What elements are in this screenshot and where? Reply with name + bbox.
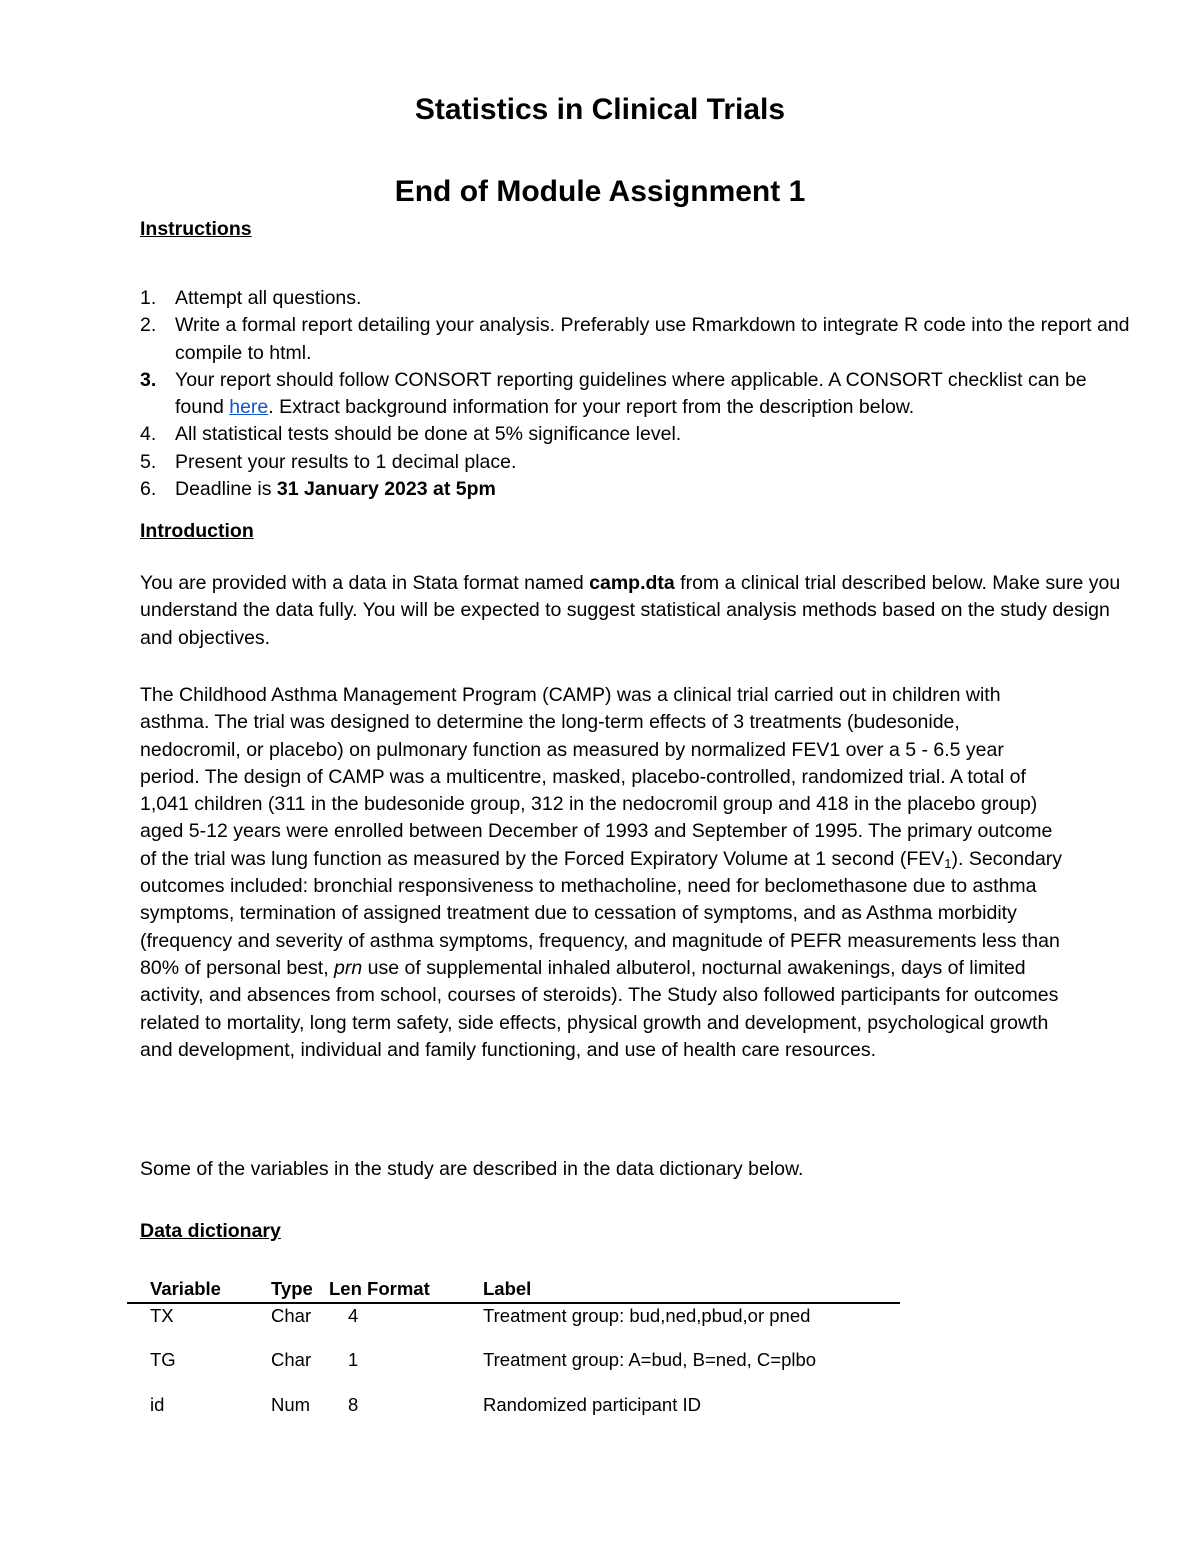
column-header-variable: Variable [150, 1278, 221, 1299]
list-item-text: Present your results to 1 decimal place. [175, 450, 517, 473]
list-item-text: Your report should follow CONSORT reporting guidelines where applicable. A CONSORT checklist can be found [175, 368, 1087, 419]
list-item [140, 367, 1140, 422]
italic-term: prn [334, 956, 363, 979]
deadline-text: 31 January 2023 at 5pm [276, 478, 496, 501]
list-item-text: Attempt all questions. [175, 287, 362, 309]
paragraph-text: from a clinical trial described below. Make sure you understand the data fully. You will be expected to suggest statistical analysis methods based on the study design and objectives. [140, 572, 1121, 649]
cell-len: 4 [348, 1304, 359, 1326]
consort-checklist-link[interactable]: here [229, 396, 269, 419]
cell-variable: TX [150, 1304, 174, 1326]
column-header-format: Format [367, 1278, 430, 1299]
cell-type: Num [271, 1393, 311, 1415]
cell-variable: id [150, 1393, 165, 1415]
instructions-heading: Instructions [140, 218, 252, 240]
list-item-text: All statistical tests should be done at 5% significance level. [175, 423, 682, 446]
list-item [140, 476, 1140, 503]
list-item-text: . Extract background information for your report from the description below. [268, 396, 915, 419]
document-title: Statistics in Clinical Trials [414, 93, 786, 126]
column-header-len-format [329, 1278, 483, 1303]
dataset-filename: camp.dta [589, 572, 675, 594]
cell-len: 1 [348, 1348, 359, 1370]
list-number: 5. [140, 450, 157, 473]
data-dictionary-table [127, 1278, 900, 1438]
table-row [127, 1348, 900, 1393]
list-item-text: Deadline is [175, 478, 277, 501]
document-subtitle: End of Module Assignment 1 [394, 175, 806, 208]
intro-paragraph-2 [140, 682, 1065, 1064]
paragraph-text: ). Secondary outcomes included: bronchial responsiveness to methacholine, need for beclomethasone due to asthma symptoms, termination of assigned treatment due to cessation of symptoms, and as Asthma morbidity (frequency and severity of asthma symptoms, frequency, and magnitude of PEFR measurements less than 80% of personal best, [140, 847, 1063, 979]
table-row [127, 1393, 900, 1438]
cell-len: 8 [348, 1393, 359, 1415]
introduction-heading: Introduction [140, 520, 254, 542]
list-number: 6. [140, 478, 157, 501]
cell-label: Treatment group: A=bud, B=ned, C=plbo [483, 1348, 817, 1370]
list-item [140, 285, 1140, 312]
cell-type: Char [271, 1304, 312, 1326]
intro-paragraph-3: Some of the variables in the study are described in the data dictionary below. [140, 1158, 804, 1180]
list-number: 1. [140, 287, 157, 309]
list-number: 2. [140, 314, 157, 337]
cell-type: Char [271, 1348, 312, 1370]
instructions-list [140, 285, 1140, 503]
list-number: 3. [140, 368, 157, 391]
column-header-label: Label [483, 1278, 532, 1299]
column-header-len: Len [329, 1278, 362, 1299]
list-item [140, 421, 1140, 448]
table-header-row [127, 1278, 900, 1303]
data-dictionary-heading: Data dictionary [140, 1220, 281, 1242]
list-number: 4. [140, 423, 157, 446]
list-item-text: Write a formal report detailing your analysis. Preferably use Rmarkdown to integrate R code into the report and compile to html. [175, 314, 1130, 364]
list-item [140, 312, 1140, 367]
cell-label: Randomized participant ID [483, 1393, 701, 1415]
intro-paragraph-1 [140, 570, 1140, 652]
cell-variable: TG [150, 1348, 176, 1370]
list-item [140, 449, 1140, 476]
paragraph-text: You are provided with a data in Stata format named [140, 572, 590, 594]
cell-label: Treatment group: bud,ned,pbud,or pned [483, 1304, 811, 1326]
column-header-type: Type [271, 1278, 313, 1299]
table-row [127, 1303, 900, 1348]
paragraph-text: use of supplemental inhaled albuterol, nocturnal awakenings, days of limited activity, and absences from school, courses of steroids). The Study also followed participants for outcomes related to mortality, long term safety, side effects, physical growth and development, psychological growth and development, individual and family functioning, and use of health care resources. [140, 956, 1059, 1061]
subscript: 1 [944, 855, 952, 871]
paragraph-text: The Childhood Asthma Management Program (CAMP) was a clinical trial carried out in children with asthma. The trial was designed to determine the long-term effects of 3 treatments (budesonide, nedocromil, or placebo) on pulmonary function as measured by normalized FEV1 over a 5 - 6.5 year period. The design of CAMP was a multicentre, masked, placebo-controlled, randomized trial. A total of 1,041 children (311 in the budesonide group, 312 in the nedocromil group and 418 in the placebo group) aged 5-12 years were enrolled between December of 1993 and September of 1995. The primary outcome of the trial was lung function as measured by the Forced Expiratory Volume at 1 second (FEV [140, 684, 1053, 870]
